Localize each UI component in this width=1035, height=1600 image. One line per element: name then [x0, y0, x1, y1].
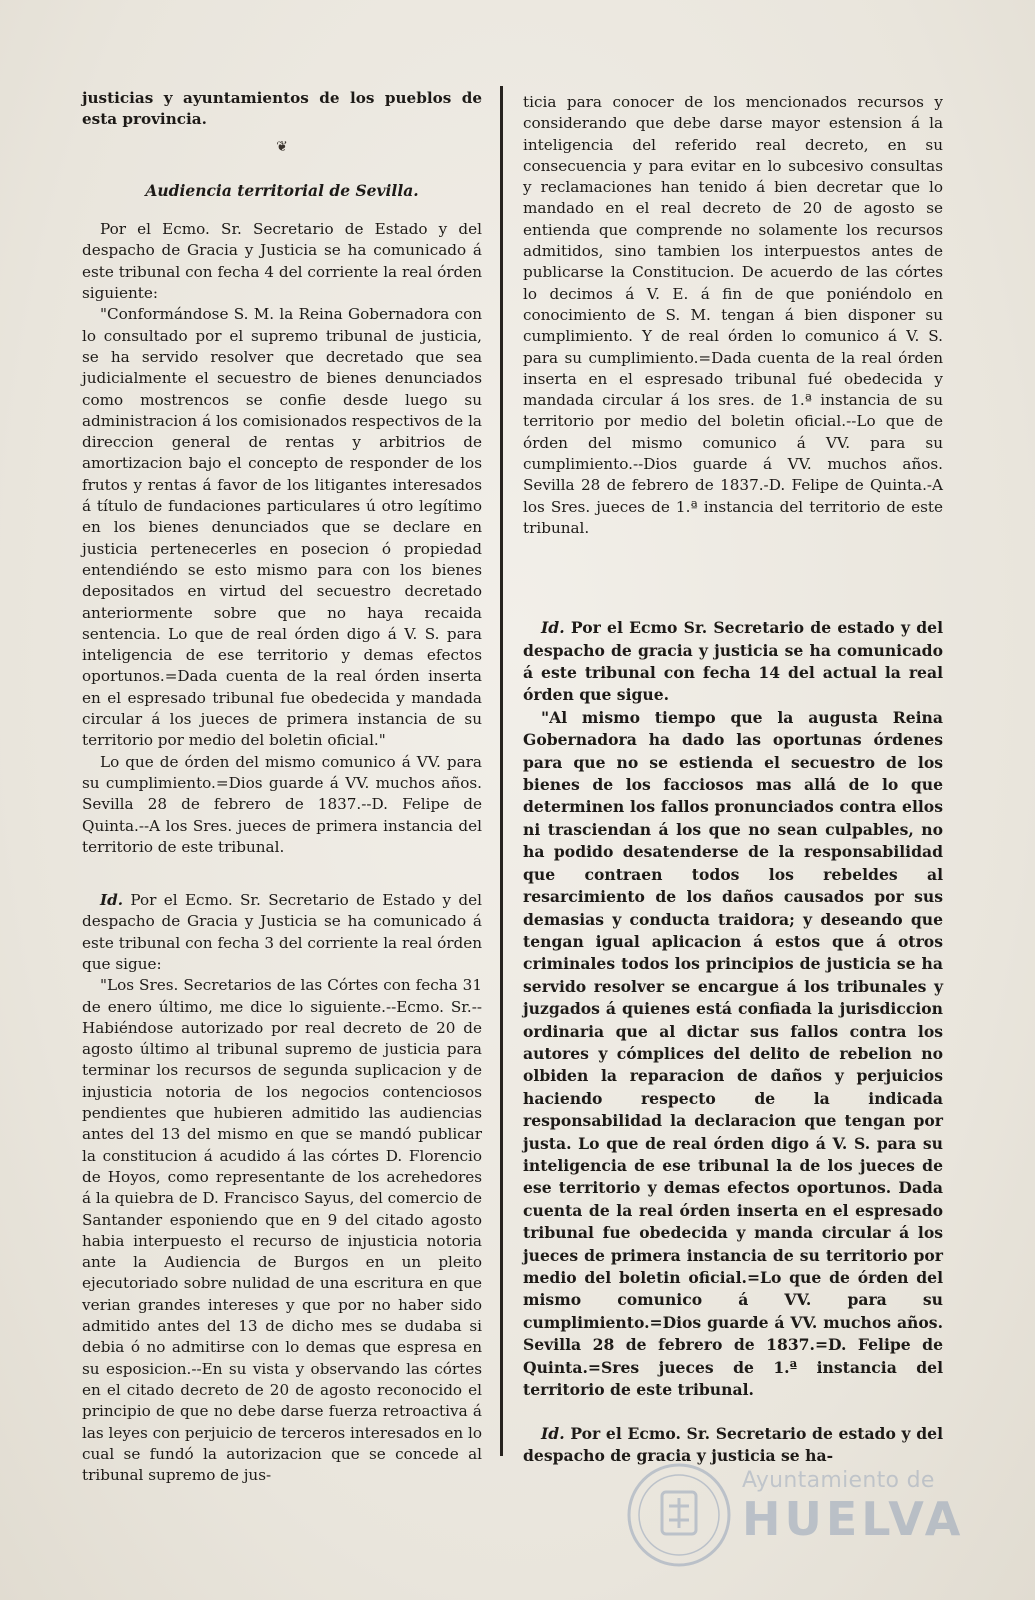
- paragraph: [82, 890, 482, 975]
- paragraph-text: Por el Ecmo. Sr. Secretario de estado y del despacho de gracia y justicia se ha-: [523, 1424, 944, 1465]
- paragraph: "Los Sres. Secretarios de las Córtes con fecha 31 de enero último, me dice lo siguiente.--Ecmo. Sr.--Habiéndose autorizado por real decreto de 20 de agosto último al tribunal supremo de justicia para terminar los recursos de segunda suplicacion y de injusticia notoria de los negocios contenciosos pendientes que hubieren admitido las audiencias antes del 13 del mismo en que se mandó publicar la constitucion á acudido á las córtes D. Florencio de Hoyos, como representante de los acrehedores á la quiebra de D. Francisco Sayus, del comercio de Santander esponiendo que en 9 del citado agosto habia interpuesto el recurso de injusticia notoria ante la Audiencia de Burgos en un pleito ejecutoriado sobre nulidad de una escritura en que verian grandes intereses y que por no haber sido admitido antes del 13 de dicho mes se dudaba si debia ó no admitirse con lo demas que espresa en su esposicion.--En su vista y observando las córtes en el citado decreto de 20 de agosto reconocido el principio de que no debe darse fuerza retroactiva á las leyes con perjuicio de terceros interesados en lo cual se fundó la autorizacion que se concede al tribunal supremo de jus-: [82, 976, 482, 1485]
- watermark-line2: HUELVA: [742, 1492, 965, 1546]
- section-label: Id.: [541, 1424, 565, 1444]
- paragraph: ticia para conocer de los mencionados recursos y considerando que debe darse mayor estension á la inteligencia del referido real decreto, en su consecuencia y para evitar en lo subcesivo consultas y reclamaciones han tenido á bien decretar que lo mandado en el real decreto de 20 de agosto se entienda que comprende no solamente los recursos admitidos, sino tambien los interpuestos antes de publicarse la Constitucion. De acuerdo de las córtes lo decimos á V. E. á fin de que poniéndolo en conocimiento de S. M. tengan á bien disponer su cumplimiento. Y de real órden lo comunico á V. S. para su cumplimiento.=Dada cuenta de la real órden inserta en el espresado tribunal fué obedecida y mandada circular á los sres. de 1.ª instancia de su territorio por medio del boletin oficial.--Lo que de órden del mismo comunico á VV. para su cumplimiento.--Dios guarde á VV. muchos años. Sevilla 28 de febrero de 1837.-D. Felipe de Quinta.-A los Sres. jueces de 1.ª instancia del territorio de este tribunal.: [523, 93, 943, 537]
- paragraph: Por el Ecmo. Sr. Secretario de Estado y del despacho de Gracia y Justicia se ha comunicado á este tribunal con fecha 4 del corriente la real órden siguiente:: [82, 220, 482, 303]
- column-divider: [500, 86, 503, 1456]
- watermark-line1: Ayuntamiento de: [742, 1468, 935, 1493]
- paragraph: [523, 617, 943, 707]
- lead-text: justicias y ayuntamientos de los pueblos de esta provincia.: [82, 89, 482, 129]
- right-column: [523, 92, 943, 1466]
- section-label: Id.: [541, 618, 565, 638]
- left-column: [82, 88, 482, 1486]
- watermark-logo: [624, 1460, 965, 1570]
- section-title: Audiencia territorial de Sevilla.: [145, 180, 419, 200]
- paragraph-text: Por el Ecmo. Sr. Secretario de Estado y del despacho de Gracia y Justicia se ha comunicado á este tribunal con fecha 3 del corriente la real órden que sigue:: [82, 891, 483, 973]
- paragraph: "Conformándose S. M. la Reina Gobernadora con lo consultado por el supremo tribunal de justicia, se ha servido resolver que decretado que sea judicialmente el secuestro de bienes denunciados como mostrencos se confie desde luego su administracion á los comisionados respectivos de la direccion general de rentas y arbitrios de amortizacion bajo el concepto de responder de los frutos y rentas á favor de los litigantes interesados á título de fundaciones particulares ú otro legítimo en los bienes denunciados que se declare en justicia pertenecerles en posecion ó propiedad entendiéndo se esto mismo para con los bienes depositados en virtud del secuestro decretado anteriormente sobre que no haya recaida sentencia. Lo que de real órden digo á V. S. para inteligencia de ese territorio y demas efectos oportunos.=Dada cuenta de la real órden inserta en el espresado tribunal fue obedecida y mandada circular á los jueces de primera instancia de su territorio por medio del boletin oficial.": [82, 305, 482, 750]
- paragraph: "Al mismo tiempo que la augusta Reina Gobernadora ha dado las oportunas órdenes para que no se estienda el secuestro de los bienes de los facciosos mas allá de lo que determinen los fallos pronunciados contra ellos ni trasciendan á los que no sean culpables, no ha podido desatenderse de la responsabilidad que contraen todos los rebeldes al resarcimiento de los daños causados por sus demasias y conducta traidora; y deseando que tengan igual aplicacion á estos que á otros criminales todos los principios de justicia se ha servido resolver se encargue á los tribunales y juzgados á quienes está confiada la jurisdiccion ordinaria que al dictar sus fallos contra los autores y cómplices del delito de rebelion no olbiden la reparacion de daños y perjuicios haciendo respecto de la indicada responsabilidad la declaracion que tengan por justa. Lo que de real órden digo á V. S. para su inteligencia de ese tribunal la de los jueces de ese territorio y demas efectos oportunos. Dada cuenta de la real órden inserta en el espresado tribunal fue obedecida y manda circular á los jueces de primera instancia de su territorio por medio del boletin oficial.=Lo que de órden del mismo comunico á VV. para su cumplimiento.=Dios guarde á VV. muchos años. Sevilla 28 de febrero de 1837.=D. Felipe de Quinta.=Sres jueces de 1.ª instancia del territorio de este tribunal.: [523, 707, 943, 1400]
- paragraph: Lo que de órden del mismo comunico á VV. para su cumplimiento.=Dios guarde á VV. muchos años. Sevilla 28 de febrero de 1837.--D. Felipe de Quinta.--A los Sres. jueces de primera instancia del territorio de este tribunal.: [82, 752, 482, 856]
- section-label: Id.: [100, 891, 124, 910]
- section-block: [523, 617, 943, 1401]
- paragraph-text: Por el Ecmo Sr. Secretario de estado y del despacho de gracia y justicia se ha comunicado á este tribunal con fecha 14 del actual la real órden que sigue.: [523, 618, 943, 705]
- seal-icon: [624, 1460, 734, 1570]
- ornament-icon: ❦: [276, 138, 288, 155]
